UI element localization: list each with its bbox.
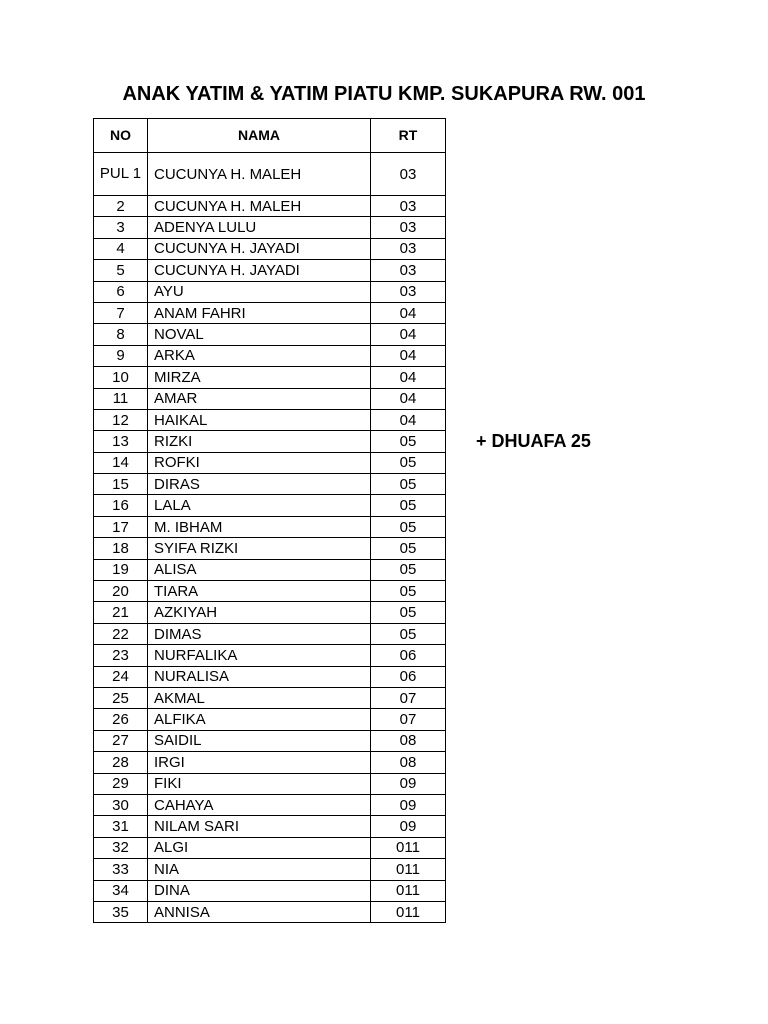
cell-no: 14	[94, 452, 148, 473]
table-row	[94, 773, 446, 794]
table-row	[94, 388, 446, 409]
cell-no: 34	[94, 880, 148, 901]
cell-nama: LALA	[148, 495, 371, 516]
table-row	[94, 516, 446, 537]
cell-nama: DINA	[148, 880, 371, 901]
cell-rt: 03	[371, 260, 446, 281]
cell-rt: 04	[371, 324, 446, 345]
cell-nama: DIMAS	[148, 623, 371, 644]
cell-no: 20	[94, 581, 148, 602]
table-row	[94, 324, 446, 345]
cell-rt: 07	[371, 687, 446, 708]
cell-rt: 05	[371, 581, 446, 602]
cell-no: 13	[94, 431, 148, 452]
cell-rt: 011	[371, 880, 446, 901]
table-row	[94, 538, 446, 559]
cell-no: 27	[94, 730, 148, 751]
cell-no: 18	[94, 538, 148, 559]
cell-no: 4	[94, 238, 148, 259]
cell-rt: 04	[371, 367, 446, 388]
cell-rt: 09	[371, 816, 446, 837]
table-row	[94, 559, 446, 580]
cell-rt: 06	[371, 666, 446, 687]
table-row	[94, 367, 446, 388]
cell-nama: ROFKI	[148, 452, 371, 473]
cell-nama: HAIKAL	[148, 409, 371, 430]
table-row	[94, 645, 446, 666]
cell-nama: FIKI	[148, 773, 371, 794]
table-row	[94, 623, 446, 644]
header-no: NO	[94, 119, 148, 153]
table-row	[94, 281, 446, 302]
cell-rt: 08	[371, 752, 446, 773]
cell-no: 8	[94, 324, 148, 345]
cell-rt: 05	[371, 431, 446, 452]
header-nama: NAMA	[148, 119, 371, 153]
cell-nama: AZKIYAH	[148, 602, 371, 623]
cell-no: 19	[94, 559, 148, 580]
cell-rt: 011	[371, 859, 446, 880]
cell-no: 26	[94, 709, 148, 730]
cell-no: 11	[94, 388, 148, 409]
cell-nama: ALISA	[148, 559, 371, 580]
cell-no: 7	[94, 302, 148, 323]
cell-no: 31	[94, 816, 148, 837]
page-title: ANAK YATIM & YATIM PIATU KMP. SUKAPURA RW. 001	[122, 83, 646, 105]
cell-nama: AKMAL	[148, 687, 371, 708]
cell-no: 32	[94, 837, 148, 858]
cell-rt: 011	[371, 901, 446, 922]
table-row	[94, 816, 446, 837]
cell-nama: ANNISA	[148, 901, 371, 922]
table-row	[94, 730, 446, 751]
cell-no: 24	[94, 666, 148, 687]
table-row	[94, 837, 446, 858]
table-row	[94, 409, 446, 430]
cell-nama: NILAM SARI	[148, 816, 371, 837]
cell-nama: ALFIKA	[148, 709, 371, 730]
cell-nama: AMAR	[148, 388, 371, 409]
cell-no: 30	[94, 794, 148, 815]
cell-no: 10	[94, 367, 148, 388]
table-row	[94, 217, 446, 238]
cell-nama: CUCUNYA H. MALEH	[148, 153, 371, 196]
table-row	[94, 431, 446, 452]
table-header	[94, 119, 446, 153]
cell-no: 29	[94, 773, 148, 794]
cell-nama: CAHAYA	[148, 794, 371, 815]
cell-rt: 06	[371, 645, 446, 666]
cell-nama: NURALISA	[148, 666, 371, 687]
cell-nama: NIA	[148, 859, 371, 880]
table-row	[94, 752, 446, 773]
cell-rt: 09	[371, 773, 446, 794]
cell-rt: 05	[371, 602, 446, 623]
cell-nama: M. IBHAM	[148, 516, 371, 537]
roster-table	[93, 118, 446, 923]
cell-no: 15	[94, 474, 148, 495]
cell-no: 22	[94, 623, 148, 644]
cell-no: 21	[94, 602, 148, 623]
table-row	[94, 238, 446, 259]
table-row	[94, 196, 446, 217]
cell-rt: 09	[371, 794, 446, 815]
table-row	[94, 709, 446, 730]
cell-nama: AYU	[148, 281, 371, 302]
cell-nama: DIRAS	[148, 474, 371, 495]
cell-rt: 011	[371, 837, 446, 858]
table-row	[94, 581, 446, 602]
cell-rt: 03	[371, 238, 446, 259]
cell-rt: 03	[371, 153, 446, 196]
table-row	[94, 260, 446, 281]
cell-nama: ALGI	[148, 837, 371, 858]
cell-nama: SAIDIL	[148, 730, 371, 751]
table-row	[94, 687, 446, 708]
cell-rt: 05	[371, 516, 446, 537]
cell-rt: 03	[371, 281, 446, 302]
cell-rt: 05	[371, 559, 446, 580]
cell-no: 17	[94, 516, 148, 537]
table-row	[94, 666, 446, 687]
cell-rt: 04	[371, 409, 446, 430]
cell-nama: IRGI	[148, 752, 371, 773]
cell-no: 23	[94, 645, 148, 666]
table-row	[94, 153, 446, 196]
cell-nama: NURFALIKA	[148, 645, 371, 666]
cell-no: 25	[94, 687, 148, 708]
cell-no: 3	[94, 217, 148, 238]
cell-nama: MIRZA	[148, 367, 371, 388]
cell-nama: TIARA	[148, 581, 371, 602]
cell-no: 5	[94, 260, 148, 281]
table-body	[94, 153, 446, 923]
cell-no: 12	[94, 409, 148, 430]
cell-nama: ARKA	[148, 345, 371, 366]
cell-no: 28	[94, 752, 148, 773]
cell-rt: 03	[371, 217, 446, 238]
cell-rt: 08	[371, 730, 446, 751]
cell-rt: 04	[371, 345, 446, 366]
cell-rt: 05	[371, 452, 446, 473]
cell-nama: CUCUNYA H. JAYADI	[148, 260, 371, 281]
cell-rt: 05	[371, 538, 446, 559]
cell-nama: SYIFA RIZKI	[148, 538, 371, 559]
cell-nama: NOVAL	[148, 324, 371, 345]
cell-rt: 04	[371, 388, 446, 409]
header-row	[94, 119, 446, 153]
header-rt: RT	[371, 119, 446, 153]
cell-rt: 05	[371, 474, 446, 495]
table-row	[94, 345, 446, 366]
cell-no: 9	[94, 345, 148, 366]
cell-rt: 05	[371, 495, 446, 516]
cell-no: 33	[94, 859, 148, 880]
table-row	[94, 794, 446, 815]
cell-no: 2	[94, 196, 148, 217]
cell-nama: ADENYA LULU	[148, 217, 371, 238]
table-row	[94, 452, 446, 473]
cell-rt: 05	[371, 623, 446, 644]
cell-no: 6	[94, 281, 148, 302]
cell-nama: CUCUNYA H. JAYADI	[148, 238, 371, 259]
table-row	[94, 880, 446, 901]
table-row	[94, 602, 446, 623]
cell-rt: 07	[371, 709, 446, 730]
cell-no: PUL 1	[94, 153, 148, 196]
cell-rt: 03	[371, 196, 446, 217]
dhuafa-note: + DHUAFA 25	[476, 431, 591, 451]
cell-nama: RIZKI	[148, 431, 371, 452]
table-row	[94, 901, 446, 922]
table-row	[94, 474, 446, 495]
table-row	[94, 859, 446, 880]
cell-rt: 04	[371, 302, 446, 323]
cell-no: 35	[94, 901, 148, 922]
cell-nama: CUCUNYA H. MALEH	[148, 196, 371, 217]
table-row	[94, 495, 446, 516]
cell-nama: ANAM FAHRI	[148, 302, 371, 323]
cell-no: 16	[94, 495, 148, 516]
table-row	[94, 302, 446, 323]
